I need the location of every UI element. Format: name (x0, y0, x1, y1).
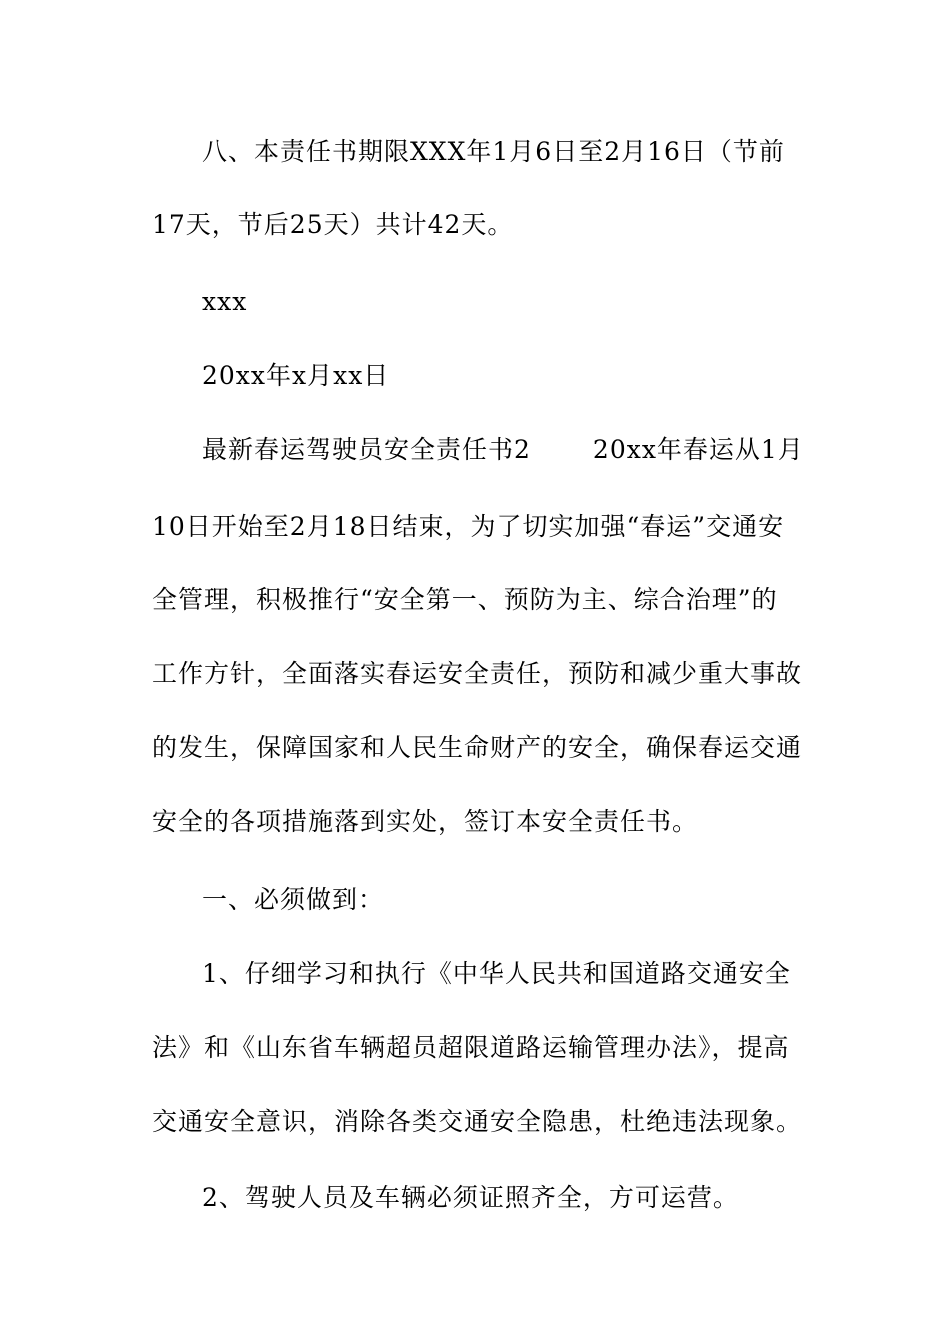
text-line: 法》和《山东省车辆超员超限道路运输管理办法》，提高 (152, 1033, 790, 1062)
text-span: 20xx年春运从1月 (592, 435, 804, 464)
text-line: 17天，节后25天）共计42天。 (152, 210, 514, 239)
text-line: 工作方针，全面落实春运安全责任，预防和减少重大事故 (152, 659, 803, 688)
text-line: 1、仔细学习和执行《中华人民共和国道路交通安全 (202, 959, 791, 988)
text-line: 2、驾驶人员及车辆必须证照齐全，方可运营。 (202, 1183, 739, 1212)
text-line: 20xx年x月xx日 (202, 361, 390, 390)
text-line: 一、必须做到： (202, 885, 385, 914)
text-line: 八、本责任书期限XXX年1月6日至2月16日（节前 (202, 137, 785, 166)
section-title: 最新春运驾驶员安全责任书2 (202, 435, 531, 464)
text-line: 的发生，保障国家和人民生命财产的安全，确保春运交通 (152, 733, 803, 762)
text-line: 安全的各项措施落到实处，签订本安全责任书。 (152, 807, 699, 836)
text-line: 交通安全意识，消除各类交通安全隐患，杜绝违法现象。 (152, 1107, 803, 1136)
text-line: 10日开始至2月18日结束，为了切实加强“春运”交通安 (152, 512, 785, 541)
text-line: xxx (202, 287, 248, 316)
text-line: 全管理，积极推行“安全第一、预防为主、综合治理”的 (152, 585, 778, 614)
text-line (202, 430, 862, 470)
